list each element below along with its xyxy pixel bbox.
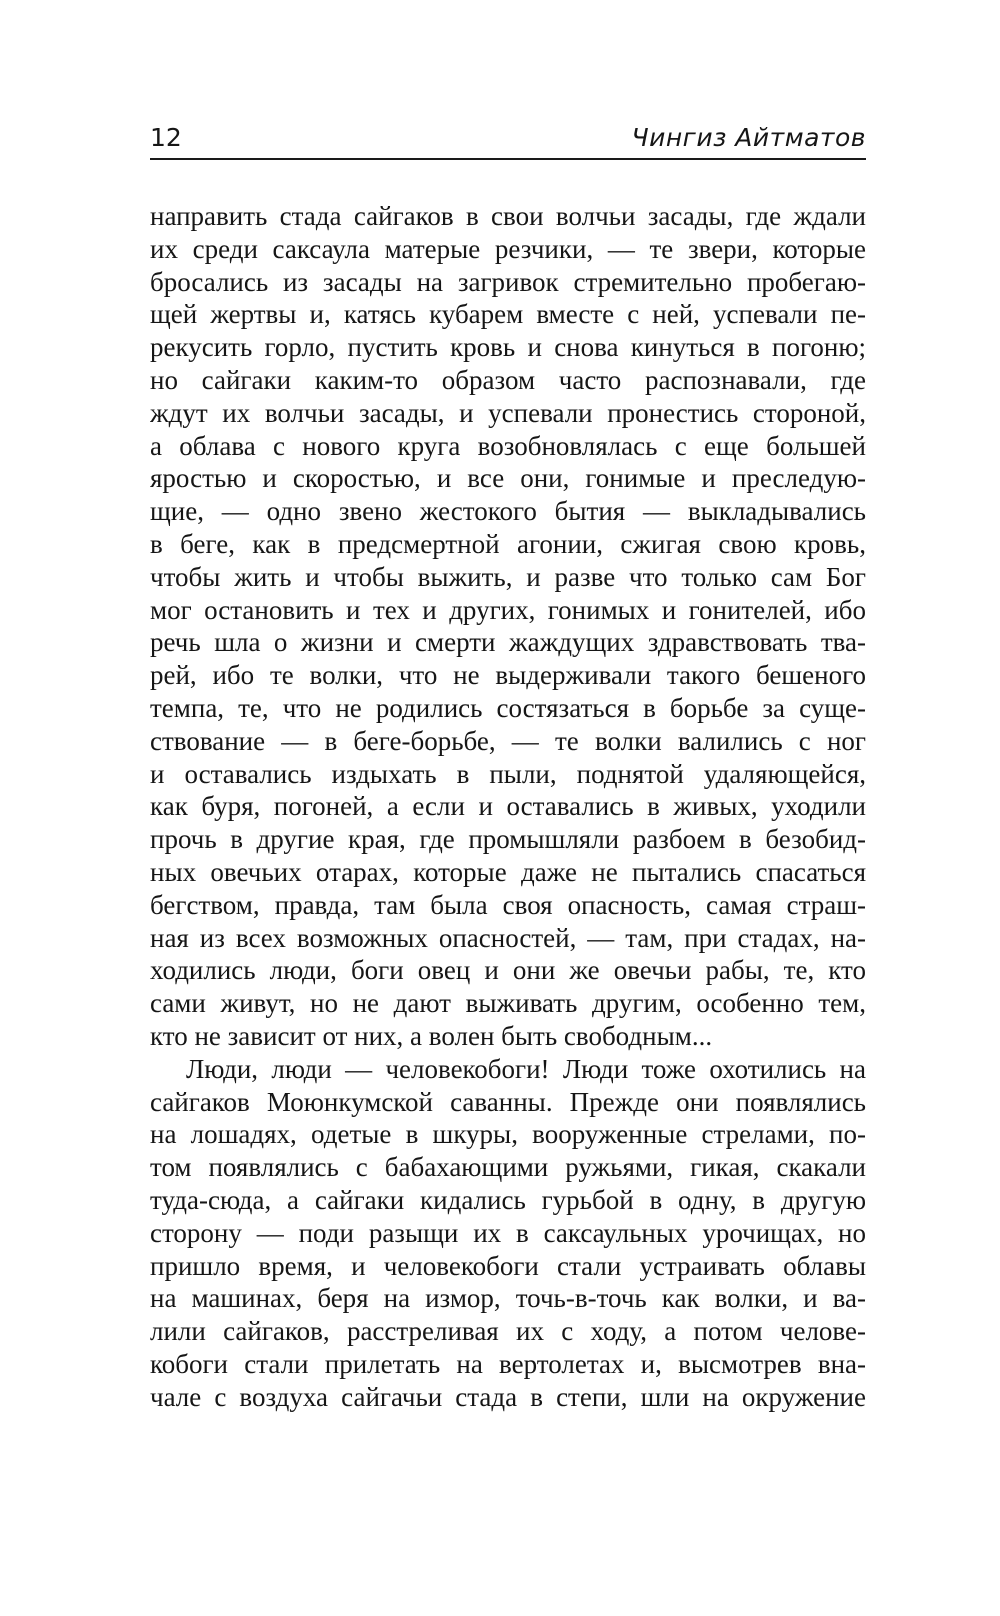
text-line: сайгаков Моюнкумской саванны. Прежде они появлялись <box>150 1086 866 1117</box>
text-line: бегством, правда, там была своя опасность, самая страш- <box>150 889 866 920</box>
text-line: их среди саксаула матерые резчики, — те звери, которые <box>150 233 866 264</box>
text-line: щей жертвы и, катясь кубарем вместе с ней, успевали пе- <box>150 299 866 330</box>
page-number: 12 <box>150 123 182 152</box>
text-line: ная из всех возможных опасностей, — там, при стадах, на- <box>150 922 866 953</box>
text-line: яростью и скоростью, и все они, гонимые и преследую- <box>150 463 866 494</box>
body-text <box>150 200 866 1413</box>
text-line: как буря, погоней, а если и оставались в живых, уходили <box>150 791 866 822</box>
text-line: в беге, как в предсмертной агонии, сжигая свою кровь, <box>150 528 866 559</box>
text-line: и оставались издыхать в пыли, поднятой удаляющейся, <box>150 758 866 789</box>
text-line: прочь в другие края, где промышляли разбоем в безобид- <box>150 824 866 855</box>
text-line: чале с воздуха сайгачьи стада в степи, шли на окружение <box>150 1381 866 1412</box>
text-line: мог остановить и тех и других, гонимых и гонителей, ибо <box>150 594 866 625</box>
text-line: ствование — в беге-борьбе, — те волки валились с ног <box>150 725 866 756</box>
text-line: рей, ибо те волки, что не выдерживали такого бешеного <box>150 660 866 691</box>
text-line: а облава с нового круга возобновлялась с еще большей <box>150 430 866 461</box>
text-line: ходились люди, боги овец и они же овечьи рабы, те, кто <box>150 955 866 986</box>
text-line: рекусить горло, пустить кровь и снова кинуться в погоню; <box>150 332 866 363</box>
text-line: сами живут, но не дают выживать другим, особенно тем, <box>150 988 866 1019</box>
text-line: кто не зависит от них, а волен быть свободным... <box>150 1020 713 1051</box>
text-line: Люди, люди — человекобоги! Люди тоже охотились на <box>186 1053 866 1084</box>
text-line: пришло время, и человекобоги стали устраивать облавы <box>150 1250 866 1281</box>
text-line: сторону — поди разыщи их в саксаульных урочищах, но <box>150 1217 866 1248</box>
text-line: бросались из засады на загривок стремительно пробегаю- <box>150 266 866 297</box>
text-line: направить стада сайгаков в свои волчьи засады, где ждали <box>150 201 866 231</box>
text-line: речь шла о жизни и смерти жаждущих здравствовать тва- <box>150 627 866 658</box>
text-line: на машинах, беря на измор, точь-в-точь как волки, и ва- <box>150 1283 866 1314</box>
text-line: щие, — одно звено жестокого бытия — выкладывались <box>150 496 866 527</box>
text-line: ных овечьих отарах, которые даже не пытались спасаться <box>150 856 866 887</box>
text-line: на лошадях, одетые в шкуры, вооруженные стрелами, по- <box>150 1119 866 1150</box>
text-line: туда-сюда, а сайгаки кидались гурьбой в одну, в другую <box>150 1184 866 1215</box>
text-line: ждут их волчьи засады, и успевали пронестись стороной, <box>150 397 866 428</box>
text-line: кобоги стали прилетать на вертолетах и, высмотрев вна- <box>150 1348 866 1379</box>
text-line: том появлялись с бабахающими ружьями, гикая, скакали <box>150 1152 866 1183</box>
text-line: темпа, те, что не родились состязаться в борьбе за суще- <box>150 692 866 723</box>
text-line: чтобы жить и чтобы выжить, и разве что только сам Бог <box>150 561 866 592</box>
text-line: но сайгаки каким-то образом часто распознавали, где <box>150 364 866 395</box>
text-line: лили сайгаков, расстреливая их с ходу, а потом челове- <box>150 1316 866 1347</box>
running-title: Чингиз Айтматов <box>631 123 866 152</box>
running-head <box>150 118 866 160</box>
